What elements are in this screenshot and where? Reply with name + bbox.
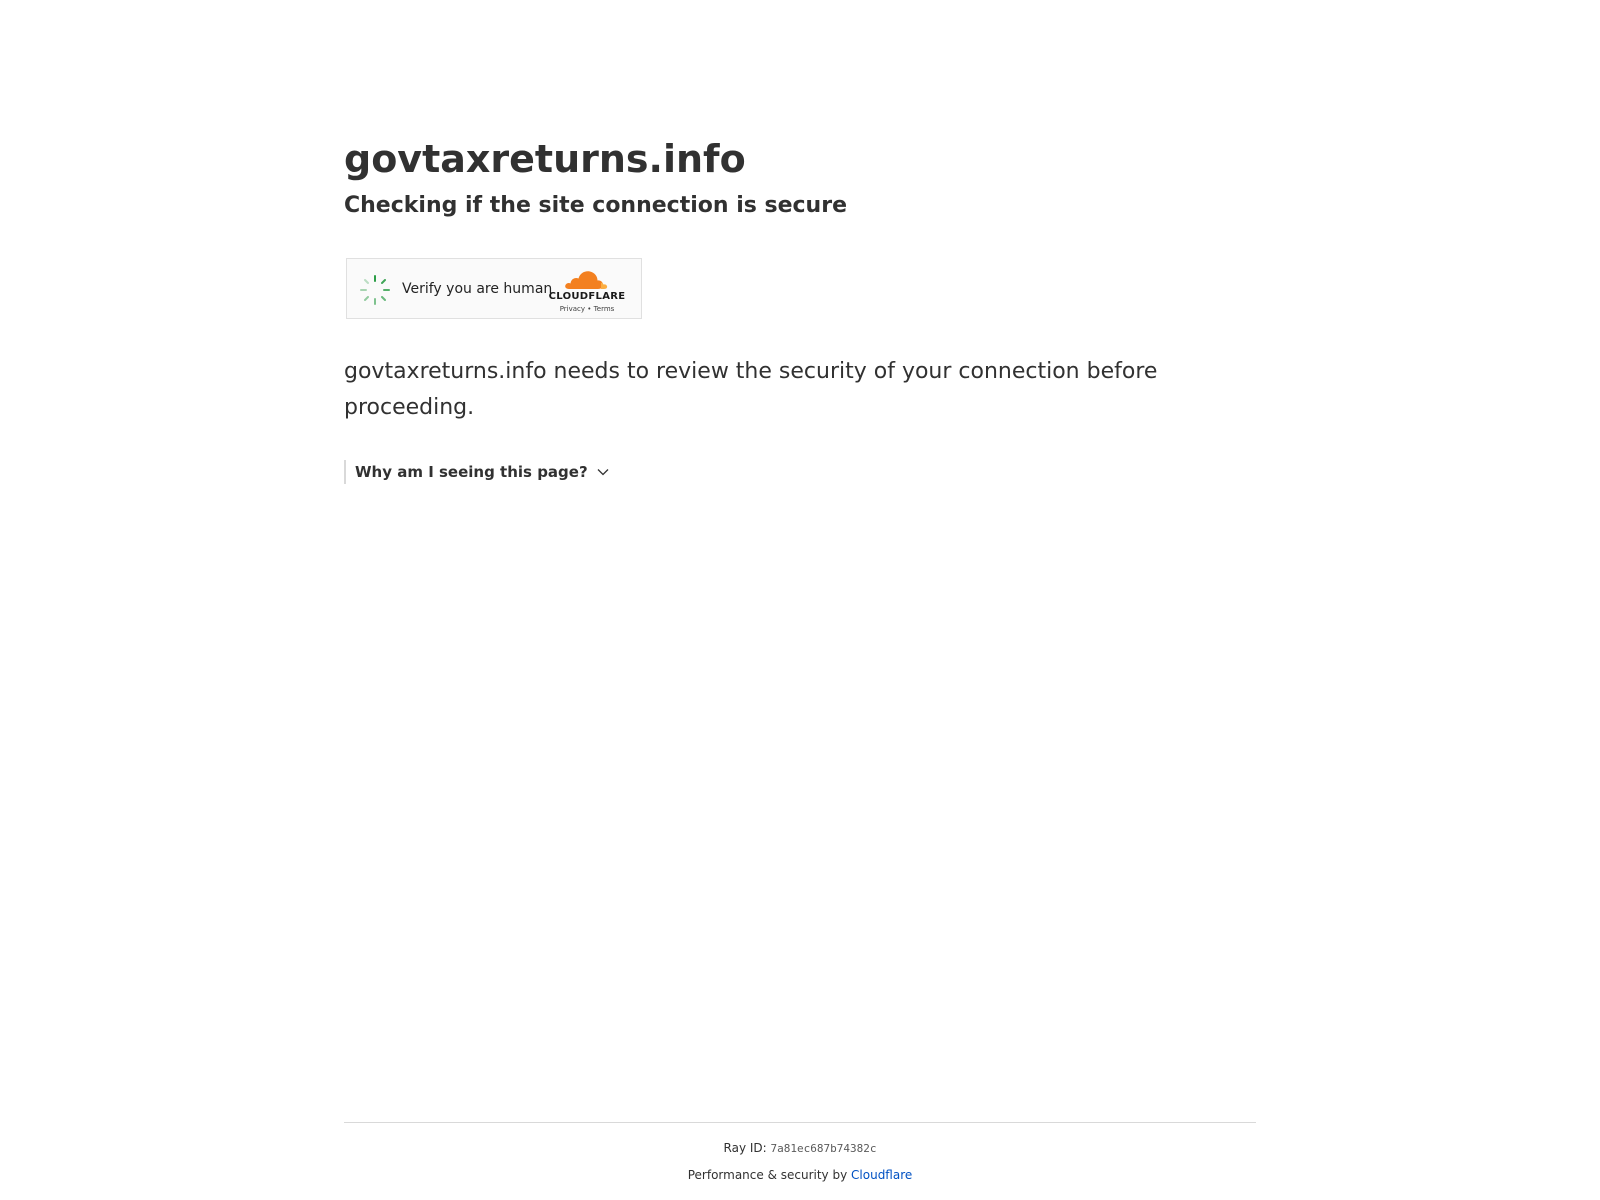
main-content xyxy=(344,128,1256,481)
cloudflare-brand xyxy=(545,269,629,311)
ray-id-line xyxy=(344,1139,1256,1158)
site-title: govtaxreturns.info xyxy=(344,137,746,181)
cloudflare-wordmark: CLOUDFLARE xyxy=(548,291,626,302)
link-separator: • xyxy=(587,305,592,313)
verify-label: Verify you are human xyxy=(402,281,553,297)
security-notice: govtaxreturns.info needs to review the security of your connection before proceeding. xyxy=(344,359,1158,420)
loading-spinner-icon xyxy=(359,274,391,306)
footer xyxy=(344,1122,1256,1184)
why-label: Why am I seeing this page? xyxy=(355,463,588,481)
page-subtitle: Checking if the site connection is secure xyxy=(344,193,847,218)
chevron-down-icon xyxy=(596,465,610,479)
why-am-i-seeing-this-toggle[interactable] xyxy=(344,460,610,484)
privacy-link[interactable]: Privacy xyxy=(559,305,586,313)
verification-widget[interactable] xyxy=(346,258,642,319)
widget-links xyxy=(545,305,629,314)
cloudflare-logo-icon xyxy=(563,269,609,291)
cloudflare-link[interactable]: Cloudflare xyxy=(851,1168,913,1182)
ray-id-label: Ray ID: xyxy=(723,1141,767,1155)
ray-id-value: 7a81ec687b74382c xyxy=(770,1142,877,1155)
performance-label: Performance & security by xyxy=(687,1168,848,1182)
performance-line xyxy=(344,1166,1256,1184)
terms-link[interactable]: Terms xyxy=(593,305,615,313)
